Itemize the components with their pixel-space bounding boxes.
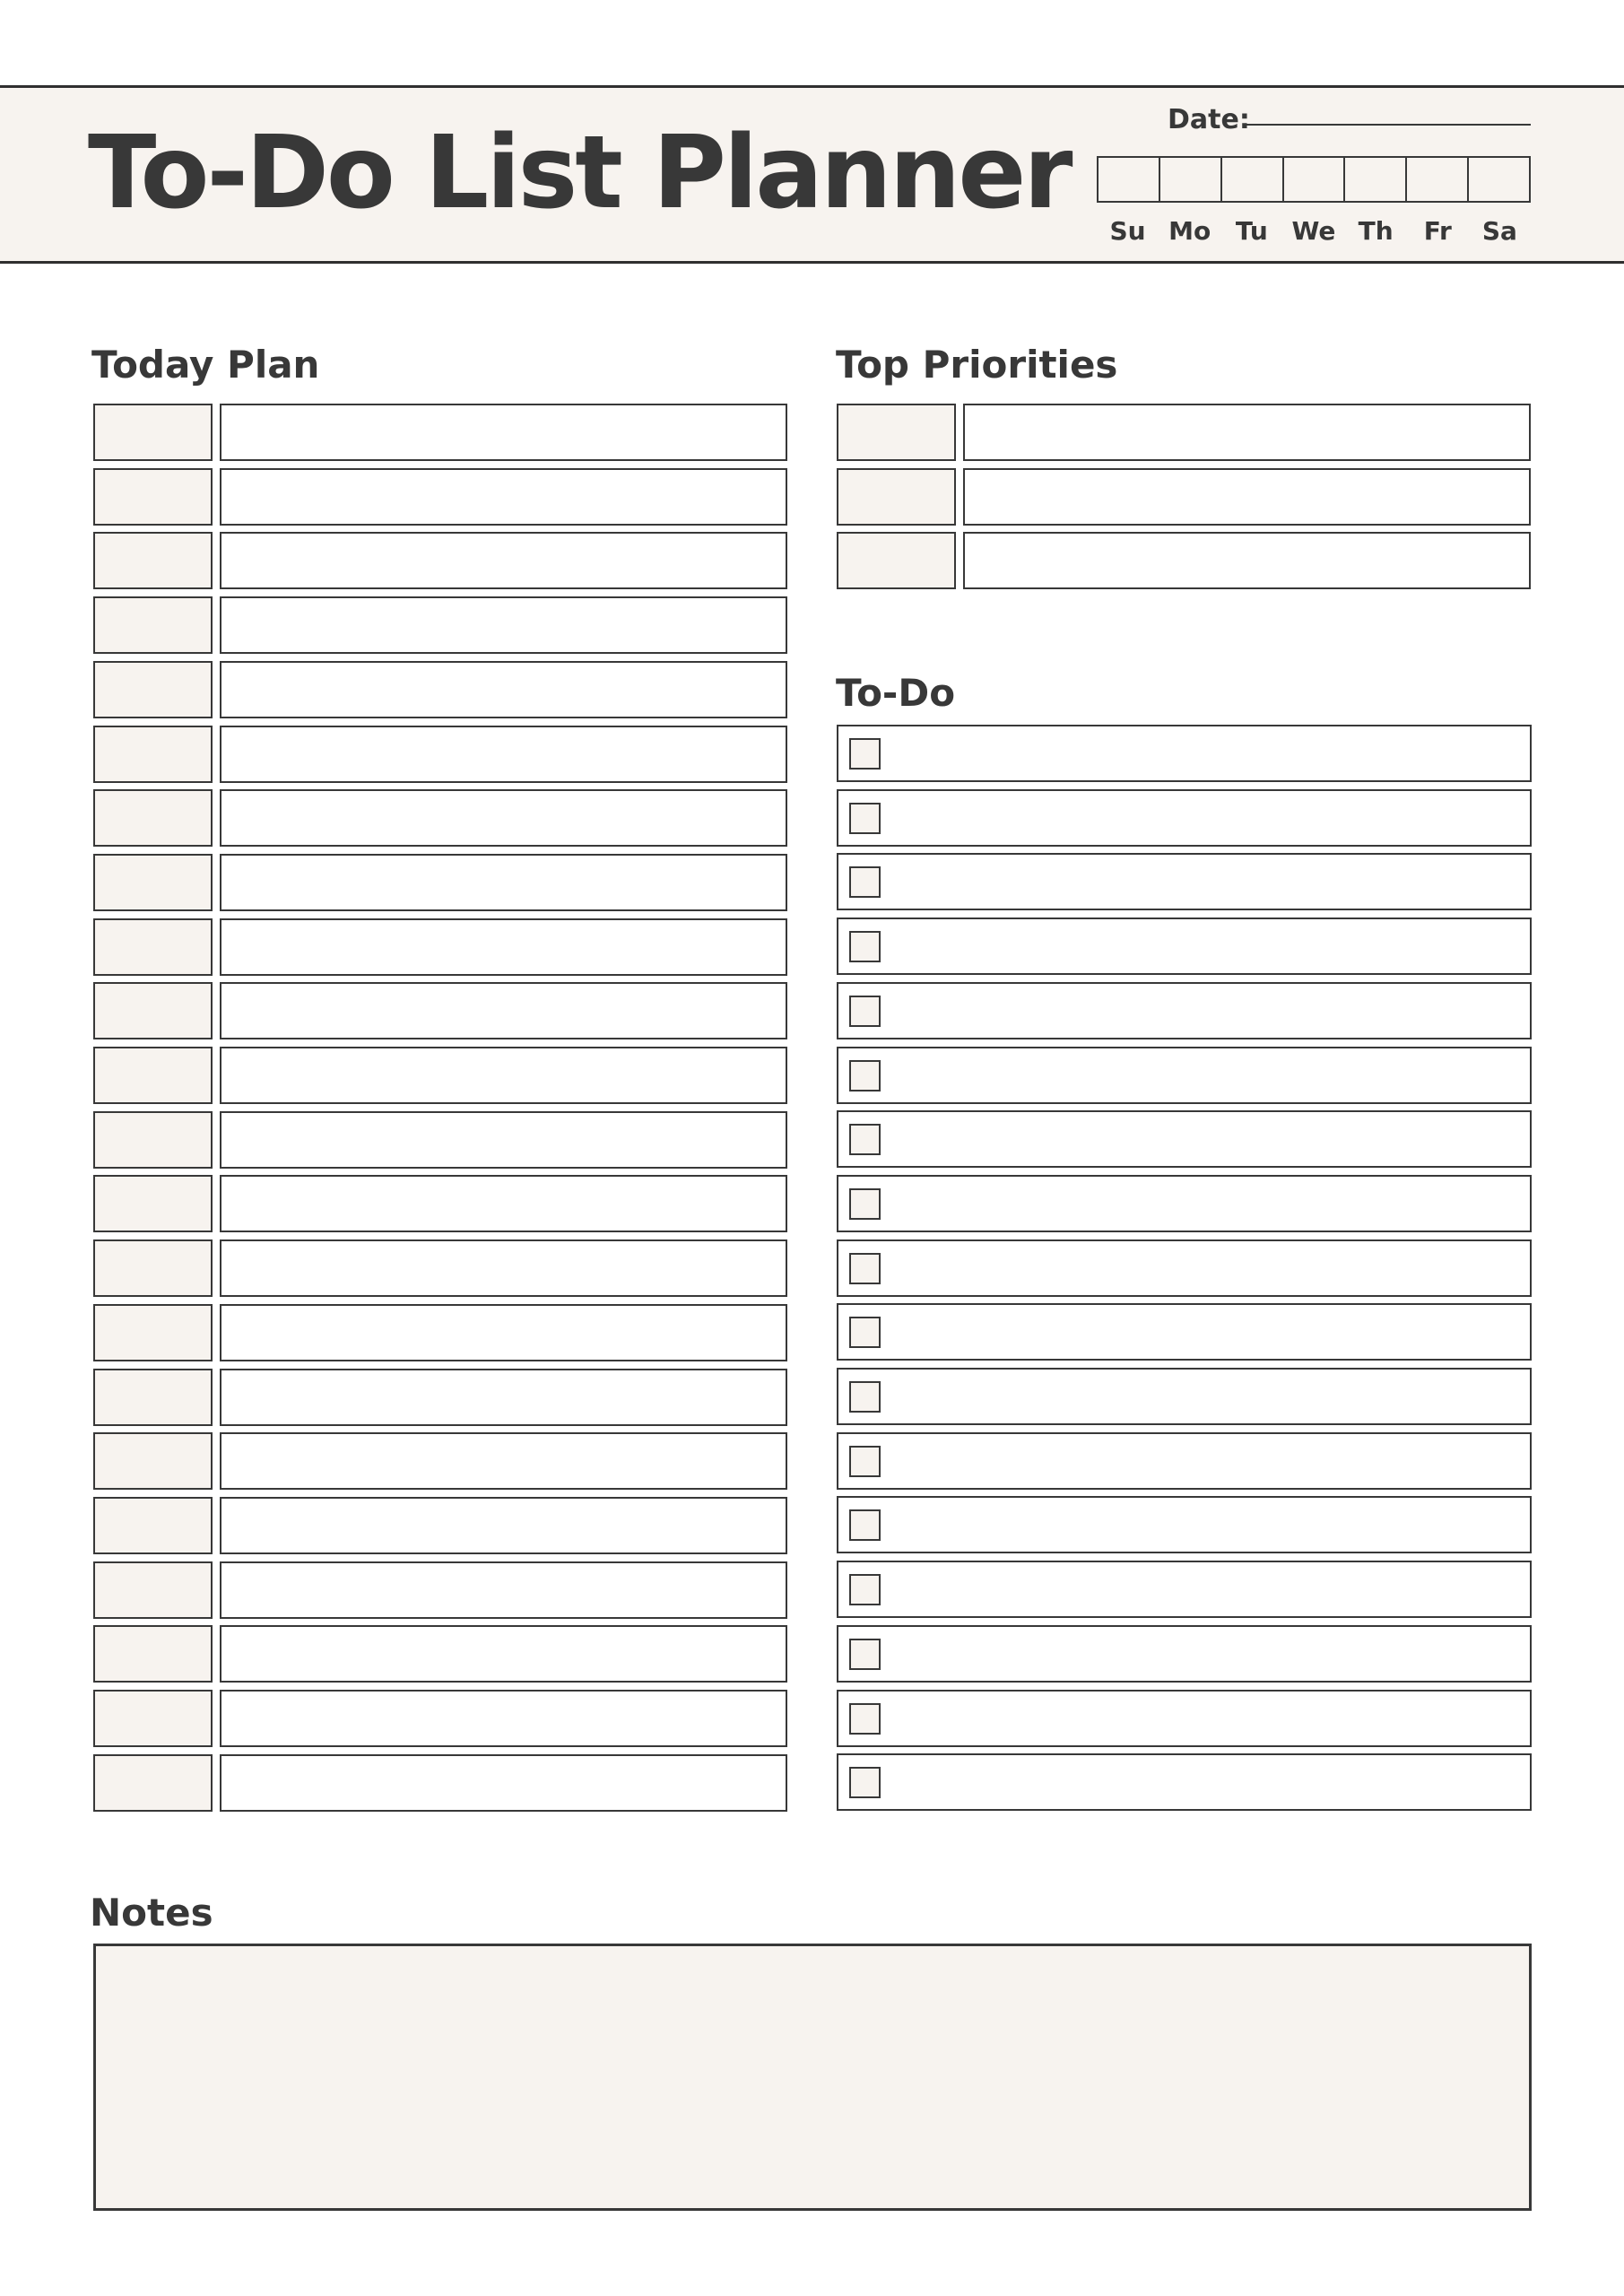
today-plan-time-cell[interactable] [93,1175,213,1232]
today-plan-entry-cell[interactable] [220,1304,787,1361]
today-plan-entry-cell[interactable] [220,404,787,461]
day-box-we[interactable] [1284,158,1346,201]
priority-time-cell[interactable] [837,468,956,526]
todo-checkbox[interactable] [849,738,881,770]
today-plan-time-cell[interactable] [93,726,213,783]
top-priorities-title: Top Priorities [836,343,1118,387]
today-plan-entry-cell[interactable] [220,726,787,783]
todo-checkbox[interactable] [849,996,881,1027]
today-plan-entry-cell[interactable] [220,1497,787,1554]
todo-checkbox[interactable] [849,1188,881,1220]
day-label-tu: Tu [1235,216,1268,246]
todo-checkbox[interactable] [849,1317,881,1348]
today-plan-entry-cell[interactable] [220,596,787,654]
day-label-we: We [1291,216,1336,246]
notes-area[interactable] [93,1944,1532,2211]
day-label-mo: Mo [1168,216,1211,246]
today-plan-time-cell[interactable] [93,1369,213,1426]
todo-checkbox[interactable] [849,1124,881,1155]
todo-checkbox[interactable] [849,1446,881,1477]
today-plan-entry-cell[interactable] [220,1175,787,1232]
priority-entry-cell[interactable] [963,532,1531,589]
priority-time-cell[interactable] [837,532,956,589]
todo-row[interactable] [837,1432,1532,1490]
today-plan-entry-cell[interactable] [220,1239,787,1297]
today-plan-time-cell[interactable] [93,1690,213,1747]
todo-row[interactable] [837,1753,1532,1811]
todo-row[interactable] [837,1625,1532,1683]
today-plan-entry-cell[interactable] [220,1690,787,1747]
today-plan-entry-cell[interactable] [220,1369,787,1426]
day-label-th: Th [1358,216,1394,246]
todo-row[interactable] [837,1496,1532,1553]
day-box-mo[interactable] [1160,158,1222,201]
todo-checkbox[interactable] [849,1060,881,1091]
today-plan-entry-cell[interactable] [220,982,787,1039]
today-plan-entry-cell[interactable] [220,1432,787,1490]
today-plan-time-cell[interactable] [93,404,213,461]
today-plan-time-cell[interactable] [93,1239,213,1297]
todo-row[interactable] [837,789,1532,847]
todo-row[interactable] [837,1175,1532,1232]
day-box-sa[interactable] [1469,158,1529,201]
today-plan-time-cell[interactable] [93,918,213,976]
todo-row[interactable] [837,1303,1532,1361]
todo-checkbox[interactable] [849,803,881,834]
todo-checkbox[interactable] [849,1574,881,1605]
today-plan-entry-cell[interactable] [220,918,787,976]
today-plan-title: Today Plan [91,343,320,387]
priority-time-cell[interactable] [837,404,956,461]
today-plan-entry-cell[interactable] [220,468,787,526]
date-label: Date: [1168,104,1250,135]
todo-checkbox[interactable] [849,1703,881,1735]
day-box-th[interactable] [1345,158,1407,201]
today-plan-time-cell[interactable] [93,1304,213,1361]
todo-row[interactable] [837,1047,1532,1104]
today-plan-time-cell[interactable] [93,1561,213,1619]
today-plan-time-cell[interactable] [93,1625,213,1683]
today-plan-time-cell[interactable] [93,982,213,1039]
todo-row[interactable] [837,853,1532,910]
day-label-sa: Sa [1481,216,1517,246]
todo-checkbox[interactable] [849,1767,881,1798]
todo-checkbox[interactable] [849,931,881,962]
today-plan-time-cell[interactable] [93,468,213,526]
today-plan-entry-cell[interactable] [220,661,787,718]
today-plan-time-cell[interactable] [93,854,213,911]
today-plan-entry-cell[interactable] [220,1111,787,1169]
today-plan-time-cell[interactable] [93,1111,213,1169]
today-plan-entry-cell[interactable] [220,854,787,911]
todo-row[interactable] [837,918,1532,975]
today-plan-entry-cell[interactable] [220,1561,787,1619]
today-plan-time-cell[interactable] [93,789,213,847]
todo-checkbox[interactable] [849,1381,881,1413]
day-box-fr[interactable] [1407,158,1469,201]
today-plan-entry-cell[interactable] [220,1047,787,1104]
todo-row[interactable] [837,1561,1532,1618]
todo-checkbox[interactable] [849,1253,881,1284]
weekday-labels [1097,213,1531,249]
priority-entry-cell[interactable] [963,404,1531,461]
todo-row[interactable] [837,1368,1532,1425]
todo-row[interactable] [837,725,1532,782]
today-plan-time-cell[interactable] [93,532,213,589]
today-plan-time-cell[interactable] [93,596,213,654]
today-plan-time-cell[interactable] [93,1432,213,1490]
today-plan-entry-cell[interactable] [220,1754,787,1812]
weekday-checkboxes [1097,156,1531,203]
todo-row[interactable] [837,982,1532,1039]
day-label-su: Su [1109,216,1146,246]
day-box-su[interactable] [1099,158,1160,201]
today-plan-entry-cell[interactable] [220,532,787,589]
todo-checkbox[interactable] [849,1639,881,1670]
todo-row[interactable] [837,1110,1532,1168]
today-plan-time-cell[interactable] [93,661,213,718]
today-plan-time-cell[interactable] [93,1047,213,1104]
date-field[interactable] [1246,124,1531,126]
todo-checkbox[interactable] [849,1509,881,1541]
day-box-tu[interactable] [1222,158,1284,201]
priority-entry-cell[interactable] [963,468,1531,526]
todo-checkbox[interactable] [849,866,881,898]
day-label-fr: Fr [1423,216,1452,246]
page-title: To-Do List Planner [88,115,1071,231]
today-plan-time-cell[interactable] [93,1754,213,1812]
todo-title: To-Do [836,671,956,715]
today-plan-time-cell[interactable] [93,1497,213,1554]
todo-row[interactable] [837,1690,1532,1747]
today-plan-entry-cell[interactable] [220,789,787,847]
notes-title: Notes [90,1891,213,1935]
todo-row[interactable] [837,1239,1532,1297]
today-plan-entry-cell[interactable] [220,1625,787,1683]
